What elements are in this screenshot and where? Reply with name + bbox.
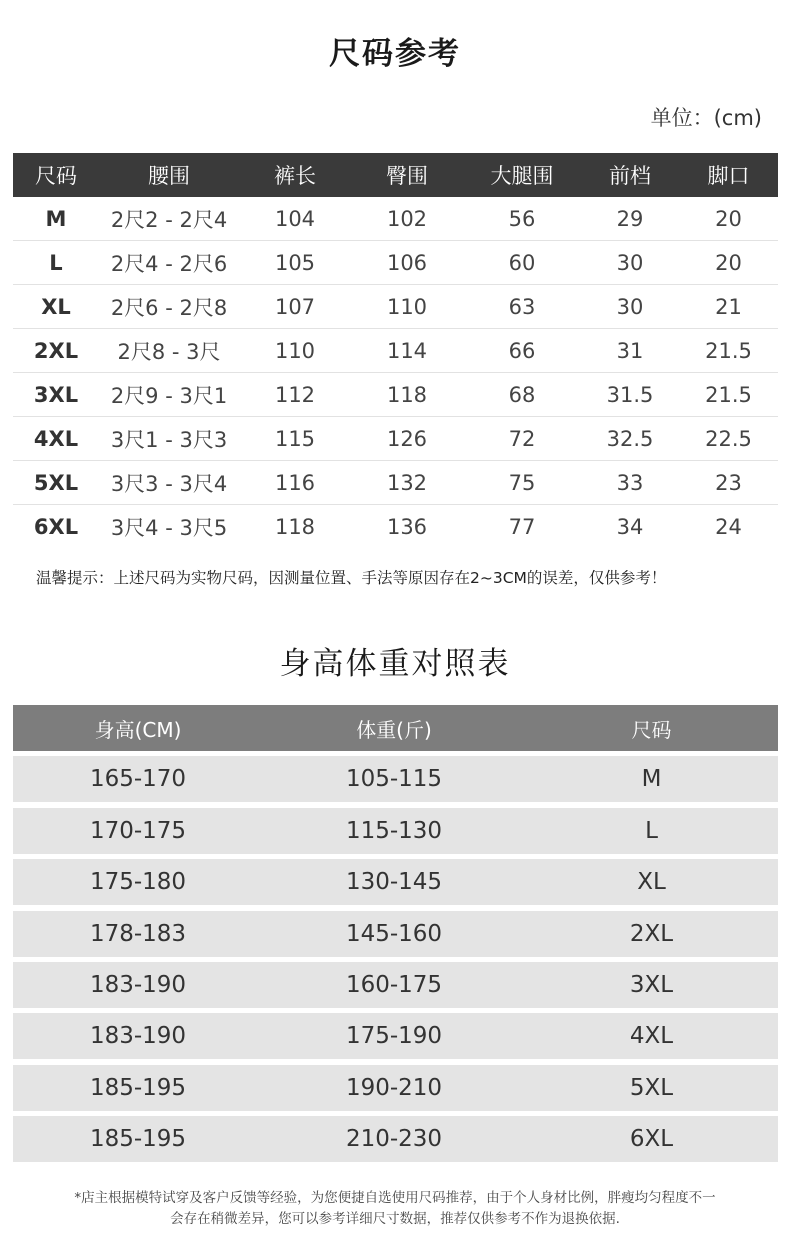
table-cell: 112 xyxy=(274,382,316,407)
table-cell: 116 xyxy=(274,470,316,495)
table-cell: 60 xyxy=(508,250,536,275)
table-cell: 34 xyxy=(616,514,644,539)
table-cell: 2尺8 - 3尺 xyxy=(117,339,221,364)
table-cell: 3尺1 - 3尺3 xyxy=(110,427,228,452)
table-row xyxy=(13,808,778,854)
header-cell: 大腿围 xyxy=(490,164,554,188)
footnote-line: *店主根据模特试穿及客户反馈等经验，为您便捷自选使用尺码推荐，由于个人身材比例，胖瘦均匀程度不一 xyxy=(74,1190,716,1206)
table-cell: 210-230 xyxy=(345,1126,443,1153)
table-cell: 130-145 xyxy=(345,869,443,896)
table-cell: 145-160 xyxy=(345,920,443,947)
footnote xyxy=(0,1188,790,1230)
header-cell: 尺码 xyxy=(631,717,672,742)
table-cell: 2尺4 - 2尺6 xyxy=(110,251,228,276)
header-cell: 体重(斤) xyxy=(356,717,432,742)
table-row xyxy=(13,1116,778,1162)
header-cell: 脚口 xyxy=(707,164,750,188)
table-cell: 165-170 xyxy=(89,766,187,793)
table-cell: 22.5 xyxy=(705,426,752,451)
header-cell: 前档 xyxy=(609,164,651,188)
table-cell: 132 xyxy=(386,470,428,495)
table-cell: 178-183 xyxy=(89,920,187,947)
table-cell: 32.5 xyxy=(606,426,654,451)
table-cell: 2尺9 - 3尺1 xyxy=(110,383,228,408)
size-cell: XL xyxy=(41,294,71,319)
table-cell: 2尺6 - 2尺8 xyxy=(110,295,228,320)
table-row xyxy=(13,417,778,461)
hw-table-header xyxy=(13,705,778,751)
footnote-line: 会存在稍微差异，您可以参考详细尺寸数据，推荐仅供参考不作为退换依据. xyxy=(170,1211,620,1227)
size-cell: 6XL xyxy=(33,514,79,539)
table-cell: 136 xyxy=(386,514,428,539)
table-cell: 105-115 xyxy=(345,766,443,793)
size-table-header xyxy=(13,153,778,197)
table-cell: 3尺4 - 3尺5 xyxy=(110,515,228,540)
table-cell: 21 xyxy=(715,294,742,319)
table-row xyxy=(13,1065,778,1111)
table-row xyxy=(13,859,778,905)
header-cell: 裤长 xyxy=(274,164,316,188)
table-cell: 185-195 xyxy=(89,1074,187,1101)
table-cell: 183-190 xyxy=(89,1023,187,1050)
table-cell: 29 xyxy=(616,206,644,231)
table-cell: 33 xyxy=(616,470,644,495)
table-cell: 30 xyxy=(616,250,644,275)
table-cell: 3XL xyxy=(629,971,674,998)
table-cell: 6XL xyxy=(629,1126,674,1153)
table-cell: 21.5 xyxy=(705,338,752,363)
table-cell: 66 xyxy=(508,338,536,363)
table-cell: 23 xyxy=(715,470,742,495)
table-cell: XL xyxy=(637,869,666,896)
table-cell: 20 xyxy=(715,206,742,231)
table-cell: 106 xyxy=(386,250,428,275)
table-cell: M xyxy=(641,766,662,793)
table-row xyxy=(13,285,778,329)
table-row xyxy=(13,197,778,241)
table-cell: 126 xyxy=(386,426,428,451)
table-cell: 77 xyxy=(508,514,536,539)
table-cell: 118 xyxy=(386,382,428,407)
table-row xyxy=(13,962,778,1008)
table-cell: 30 xyxy=(616,294,644,319)
table-row xyxy=(13,241,778,285)
size-cell: M xyxy=(45,206,67,231)
table-cell: 118 xyxy=(274,514,316,539)
table-row xyxy=(13,461,778,505)
table-cell: 160-175 xyxy=(345,971,443,998)
header-cell: 臀围 xyxy=(386,164,428,188)
table-cell: 72 xyxy=(508,426,536,451)
size-cell: L xyxy=(49,250,63,275)
table-cell: L xyxy=(645,817,658,844)
table-cell: 68 xyxy=(508,382,536,407)
table-cell: 170-175 xyxy=(89,817,187,844)
size-cell: 3XL xyxy=(33,382,79,407)
table-cell: 24 xyxy=(715,514,742,539)
table-cell: 2XL xyxy=(629,920,674,947)
table-cell: 31.5 xyxy=(606,382,654,407)
table-cell: 110 xyxy=(386,294,428,319)
table-cell: 20 xyxy=(715,250,742,275)
table-row xyxy=(13,1013,778,1059)
page-title: 尺码参考 xyxy=(329,36,461,72)
table-cell: 63 xyxy=(508,294,536,319)
table-cell: 190-210 xyxy=(345,1074,443,1101)
size-cell: 5XL xyxy=(33,470,79,495)
size-cell: 2XL xyxy=(33,338,79,363)
table-cell: 31 xyxy=(616,338,644,363)
table-row xyxy=(13,329,778,373)
table-cell: 114 xyxy=(386,338,428,363)
table-cell: 115 xyxy=(274,426,316,451)
table-row xyxy=(13,756,778,802)
tip-text: 温馨提示：上述尺码为实物尺码，因测量位置、手法等原因存在2~3CM的误差，仅供参考！ xyxy=(36,569,667,587)
table-cell: 175-190 xyxy=(345,1023,443,1050)
header-cell: 尺码 xyxy=(35,164,77,188)
table-row xyxy=(13,505,778,548)
table-row xyxy=(13,911,778,957)
table-cell: 183-190 xyxy=(89,971,187,998)
height-weight-table xyxy=(13,705,778,1162)
header-cell: 腰围 xyxy=(148,164,190,188)
table-row xyxy=(13,373,778,417)
unit-label: 单位：(cm) xyxy=(650,106,762,130)
table-cell: 4XL xyxy=(629,1023,674,1050)
header-cell: 身高(CM) xyxy=(94,717,182,742)
size-cell: 4XL xyxy=(33,426,79,451)
table-cell: 21.5 xyxy=(705,382,752,407)
table-cell: 5XL xyxy=(629,1074,674,1101)
table-cell: 110 xyxy=(274,338,316,363)
table-cell: 2尺2 - 2尺4 xyxy=(110,207,228,232)
table-cell: 175-180 xyxy=(89,869,187,896)
table-cell: 105 xyxy=(274,250,316,275)
table-cell: 104 xyxy=(274,206,316,231)
table-cell: 115-130 xyxy=(345,817,443,844)
table-cell: 185-195 xyxy=(89,1126,187,1153)
table-cell: 102 xyxy=(386,206,428,231)
table-cell: 56 xyxy=(508,206,536,231)
table-cell: 107 xyxy=(274,294,316,319)
table-cell: 3尺3 - 3尺4 xyxy=(110,471,228,496)
size-table xyxy=(13,153,778,548)
table-cell: 75 xyxy=(508,470,536,495)
section-title: 身高体重对照表 xyxy=(279,646,511,682)
